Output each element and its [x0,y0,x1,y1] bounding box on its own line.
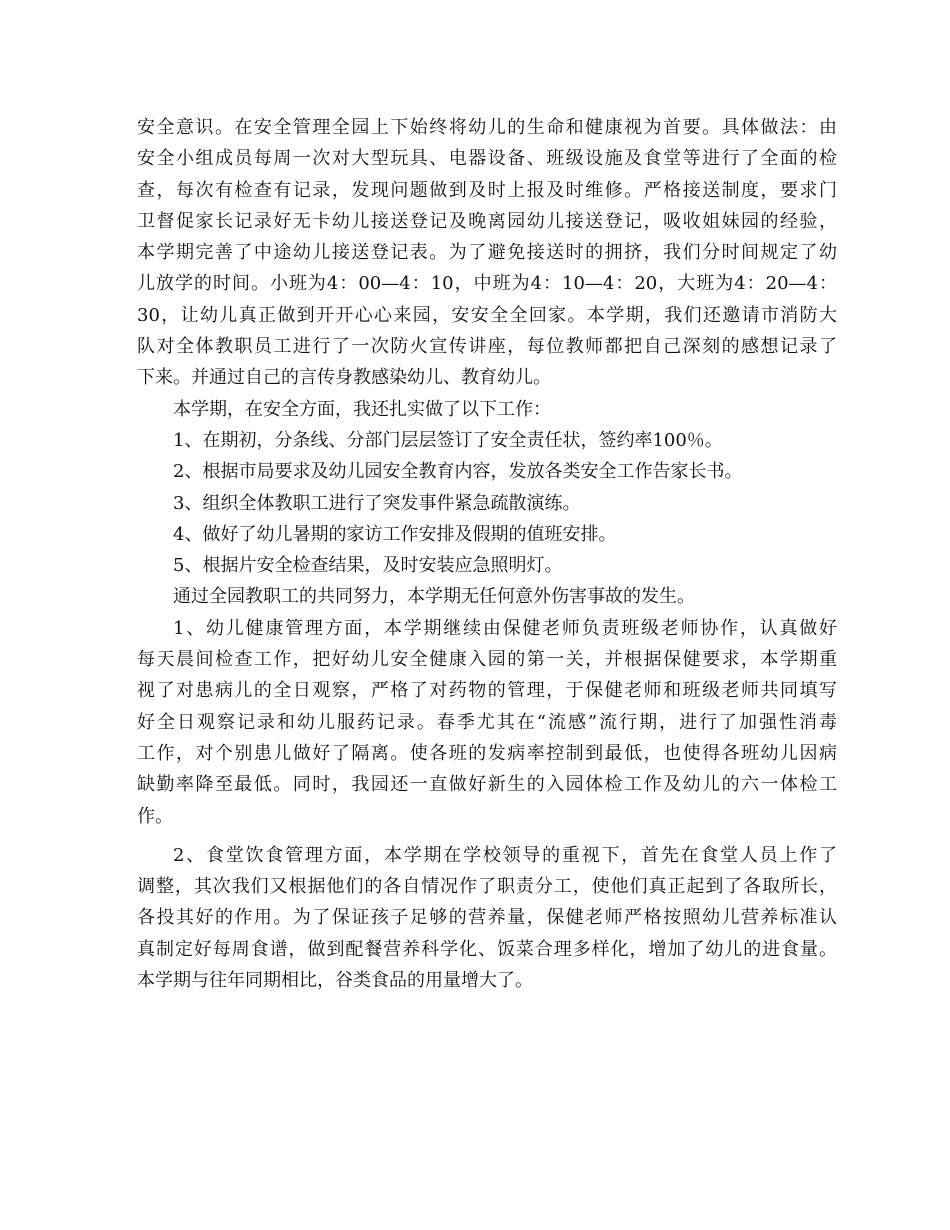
document-body [137,112,837,996]
paragraph [137,112,837,394]
text-line: 儿放学的时间。小班为4：00—4：10，中班为4：10—4：20，大班为4：20—4： [137,273,837,295]
text-line: 30，让幼儿真正做到开开心心来园，安安全全回家。本学期，我们还邀请市消防大 [137,304,837,326]
text-line: 查，每次有检查有记录，发现问题做到及时上报及时维修。严格接送制度，要求门 [137,179,837,201]
paragraph [137,519,837,550]
text-line: 1、在期初，分条线、分部门层层签订了安全责任状，签约率100％。 [173,429,723,451]
text-line: 2、食堂饮食管理方面，本学期在学校领导的重视下，首先在食堂人员上作了 [173,844,837,866]
text-line: 2、根据市局要求及幼儿园安全教育内容，发放各类安全工作告家长书。 [173,461,743,483]
paragraph [137,394,837,425]
text-line: 安全小组成员每周一次对大型玩具、电器设备、班级设施及食堂等进行了全面的检 [137,148,837,170]
text-line: 下来。并通过自己的言传身教感染幼儿、教育幼儿。 [137,367,551,389]
text-line: 调整，其次我们又根据他们的各自情况作了职责分工，使他们真正起到了各取所长， [137,876,837,898]
text-line: 通过全园教职工的共同努力，本学期无任何意外伤害事故的发生。 [173,586,695,608]
paragraph [137,488,837,519]
text-line: 视了对患病儿的全日观察，严格了对药物的管理，于保健老师和班级老师共同填写 [137,680,837,702]
text-line: 安全意识。在安全管理全园上下始终将幼儿的生命和健康视为首要。具体做法：由 [137,117,837,138]
text-line: 缺勤率降至最低。同时，我园还一直做好新生的入园体检工作及幼儿的六一体检工 [137,774,837,796]
text-line: 作。 [137,805,173,827]
text-line: 本学期完善了中途幼儿接送登记表。为了避免接送时的拥挤，我们分时间规定了幼 [137,242,837,264]
paragraph [137,613,837,832]
paragraph [137,550,837,581]
text-line: 4、做好了幼儿暑期的家访工作安排及假期的值班安排。 [173,523,617,545]
paragraph [137,840,837,996]
paragraph [137,425,837,456]
text-line: 真制定好每周食谱，做到配餐营养科学化、饭菜合理多样化，增加了幼儿的进食量。 [137,938,837,960]
paragraph-gap [137,832,837,840]
text-line: 队对全体教职员工进行了一次防火宣传讲座，每位教师都把自己深刻的感想记录了 [137,336,837,358]
paragraph [137,456,837,487]
text-line: 卫督促家长记录好无卡幼儿接送登记及晚离园幼儿接送登记，吸收姐妹园的经验， [137,210,837,232]
text-line: 1、幼儿健康管理方面，本学期继续由保健老师负责班级老师协作，认真做好 [173,617,837,639]
text-line: 每天晨间检查工作，把好幼儿安全健康入园的第一关，并根据保健要求，本学期重 [137,649,837,671]
text-line: 本学期，在安全方面，我还扎实做了以下工作： [173,398,551,420]
text-line: 3、组织全体教职工进行了突发事件紧急疏散演练。 [173,492,581,514]
text-line: 5、根据片安全检查结果，及时安装应急照明灯。 [173,555,563,577]
text-line: 各投其好的作用。为了保证孩子足够的营养量，保健老师严格按照幼儿营养标准认 [137,907,837,929]
text-line: 本学期与往年同期相比，谷类食品的用量增大了。 [137,970,533,992]
text-line: 工作，对个别患儿做好了隔离。使各班的发病率控制到最低，也使得各班幼儿因病 [137,742,837,764]
paragraph [137,581,837,612]
text-line: 好全日观察记录和幼儿服药记录。春季尤其在“流感”流行期，进行了加强性消毒 [137,711,837,733]
